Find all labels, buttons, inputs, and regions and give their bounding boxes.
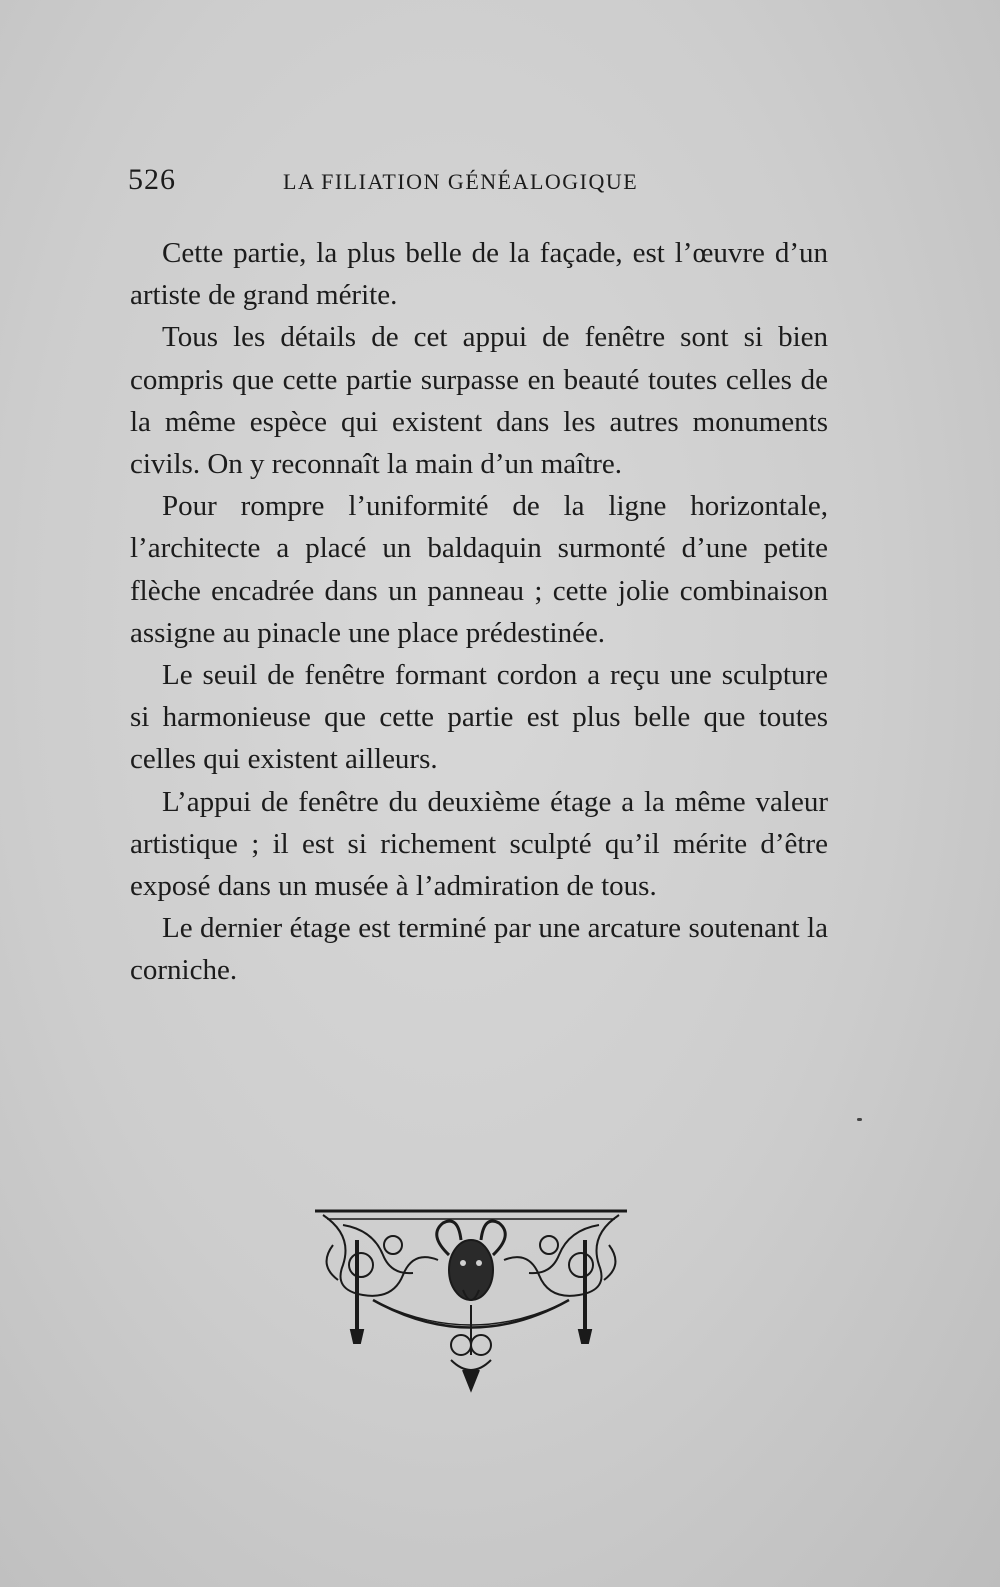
paragraph-5: L’appui de fenêtre du deuxième étage a la même valeur artistique ; il est si richement sculpté qu’il mérite d’être exposé dans un musée à l’admiration de tous.	[130, 785, 828, 903]
paper-speck	[857, 1118, 862, 1121]
body-text	[130, 232, 828, 992]
paragraph-1: Cette partie, la plus belle de la façade, est l’œuvre d’un artiste de grand mérite.	[130, 237, 828, 312]
paragraph-3: Pour rompre l’uniformité de la ligne horizontale, l’architecte a placé un baldaquin surmonté d’une petite flèche encadrée dans un panneau ; cette jolie combinaison assigne au pinacle une place prédestinée.	[130, 490, 828, 649]
page-header	[128, 163, 828, 203]
page-number: 526	[128, 163, 176, 196]
paragraph-4: Le seuil de fenêtre formant cordon a reçu une sculpture si harmonieuse que cette partie est plus belle que toutes celles qui existent ailleurs.	[130, 659, 828, 776]
paragraph-6: Le dernier étage est terminé par une arcature soutenant la corniche.	[130, 912, 828, 987]
ornament-icon	[313, 1205, 629, 1395]
paragraph-2: Tous les détails de cet appui de fenêtre sont si bien compris que cette partie surpasse en beauté toutes celles de la même espèce qui existent dans les autres monuments civils. On y reconnaît la main d’un maître.	[130, 321, 828, 481]
running-title: LA FILIATION GÉNÉALOGIQUE	[283, 169, 639, 194]
